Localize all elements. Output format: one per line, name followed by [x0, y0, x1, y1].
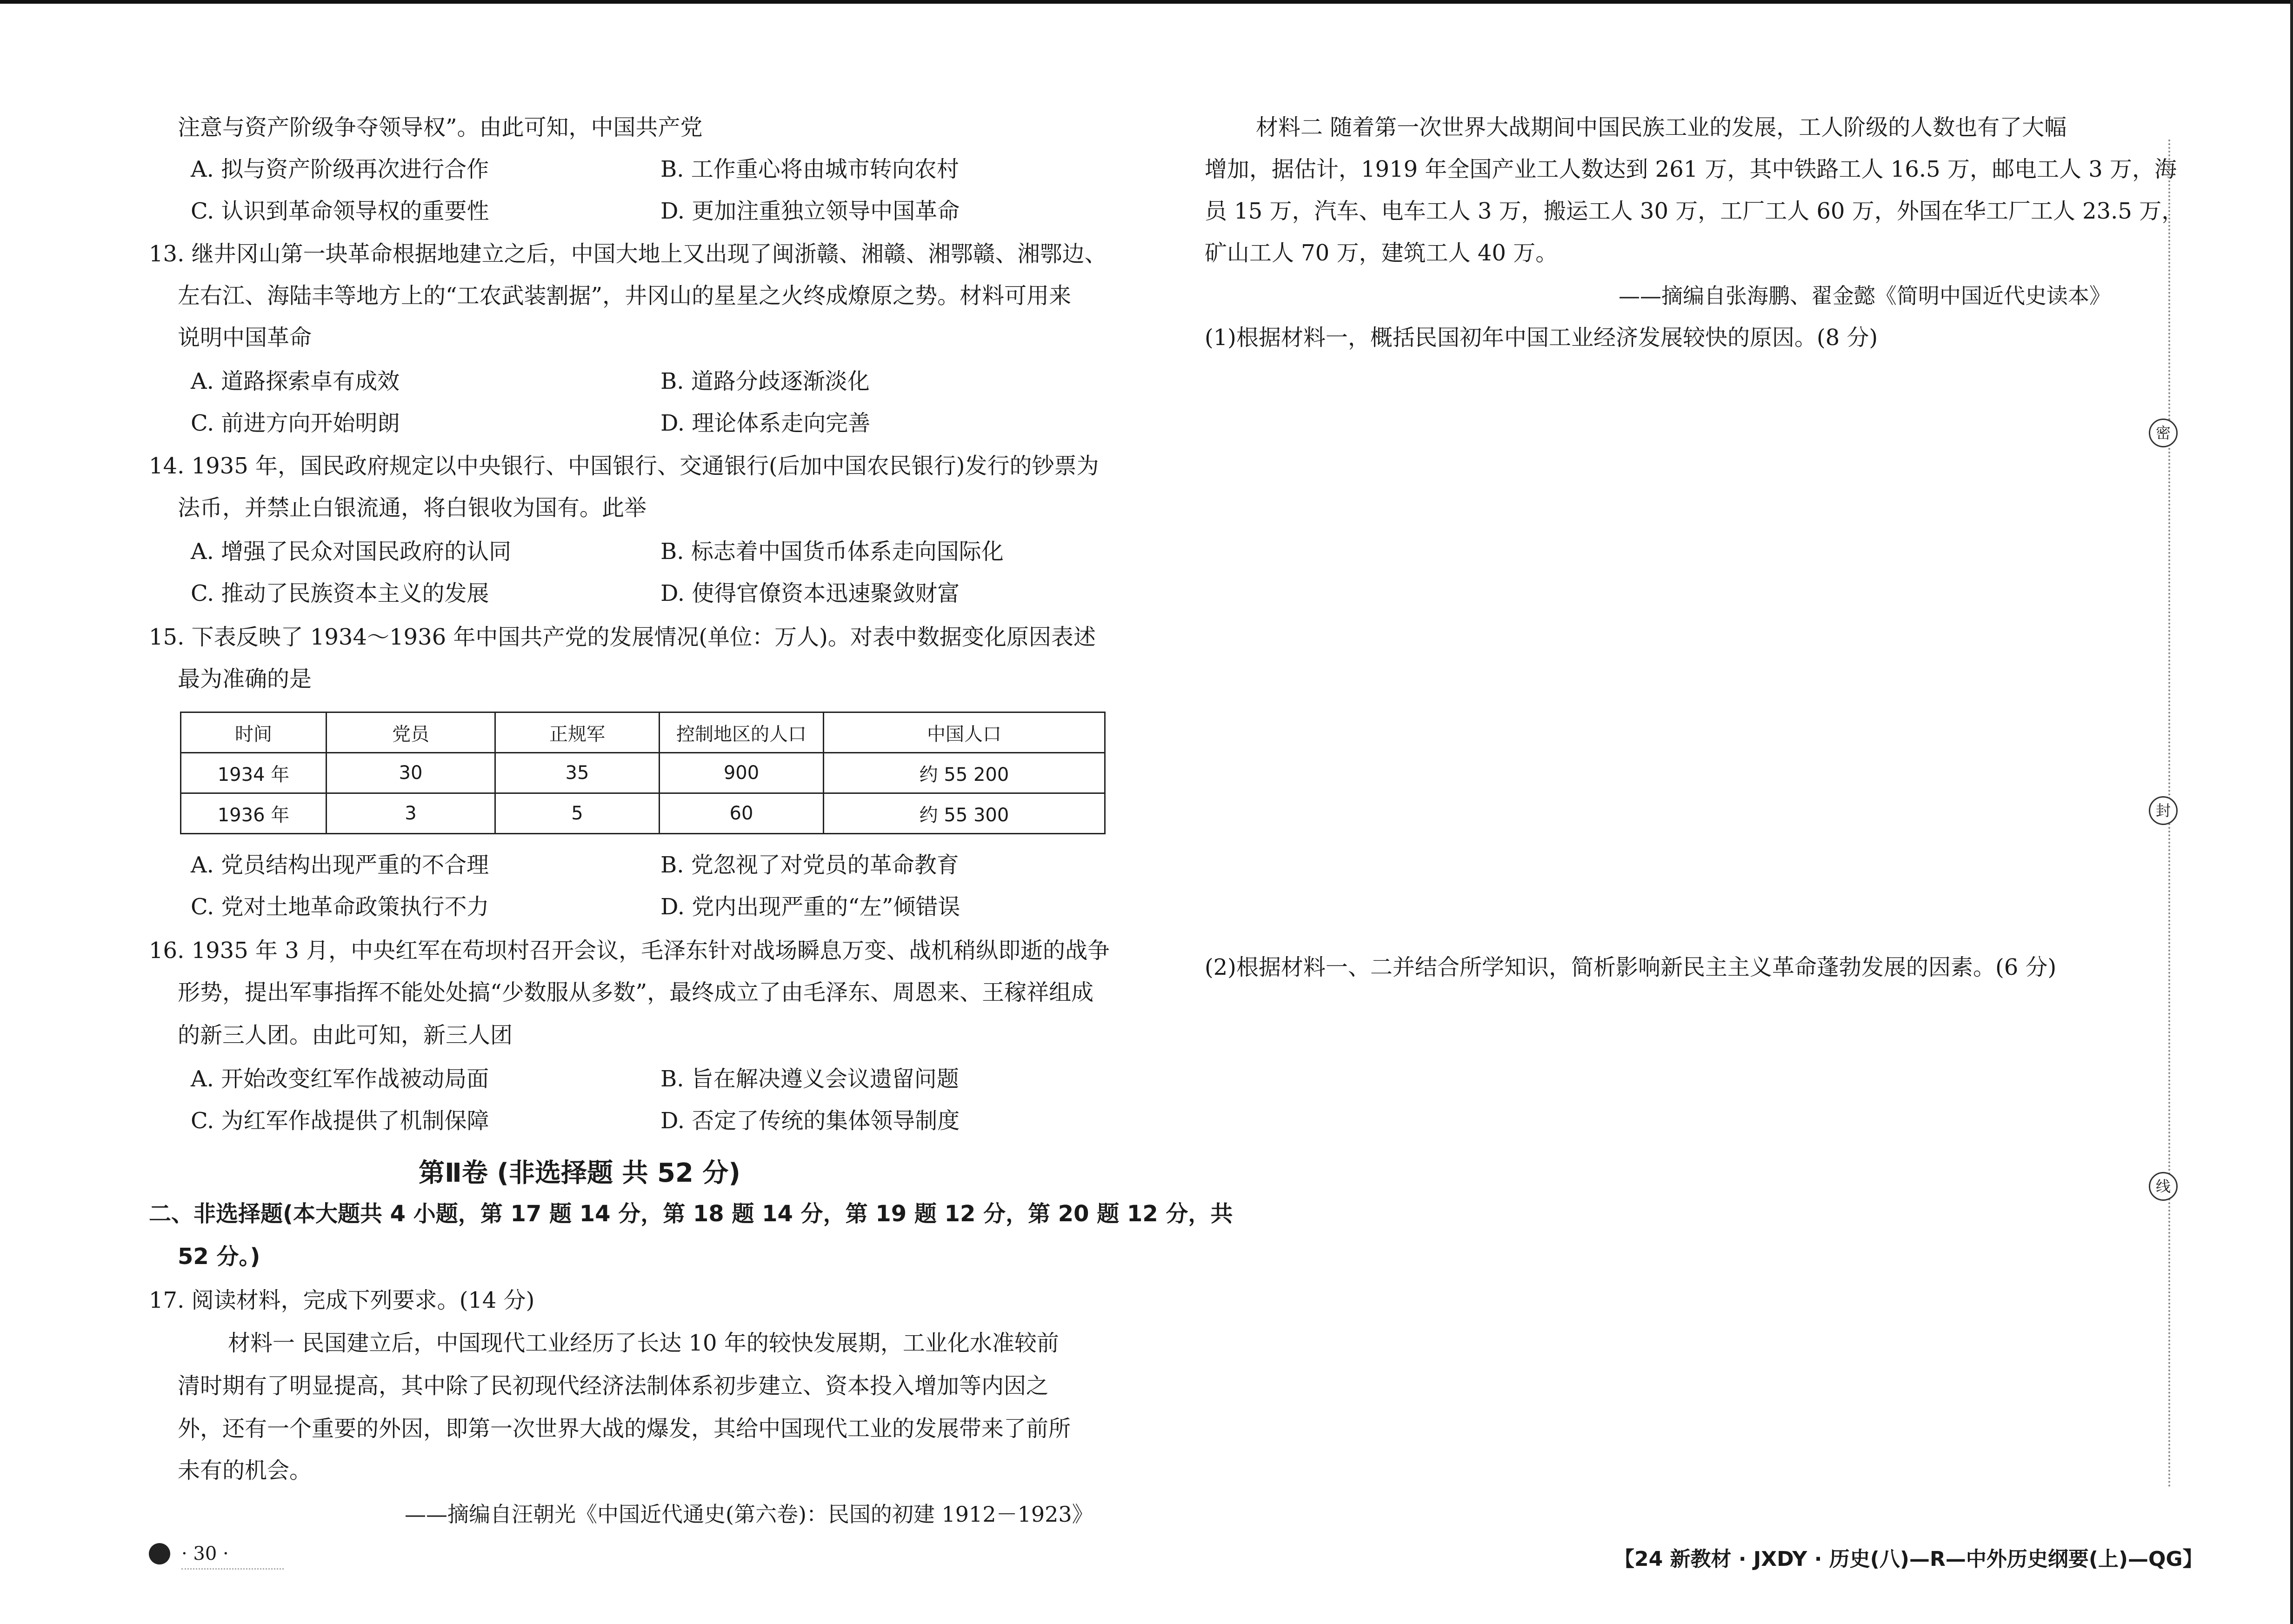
- material-one-line1: 材料一 民国建立后，中国现代工业经历了长达 10 年的较快发展期，工业化水准较前: [228, 1330, 1059, 1356]
- q14-option-c[interactable]: C. 推动了民族资本主义的发展: [191, 580, 489, 606]
- q16-option-d[interactable]: D. 否定了传统的集体领导制度: [660, 1108, 960, 1134]
- q13-stem-line1: 13. 继井冈山第一块革命根据地建立之后，中国大地上又出现了闽浙赣、湘赣、湘鄂赣、湘鄂边、: [149, 241, 1107, 267]
- material-one-line3: 外，还有一个重要的外因，即第一次世界大战的爆发，其给中国现代工业的发展带来了前所: [178, 1416, 1071, 1442]
- q16-option-b[interactable]: B. 旨在解决遵义会议遗留问题: [660, 1066, 959, 1092]
- table-cell: 1934 年: [181, 753, 327, 793]
- table-header-cell: 控制地区的人口: [660, 712, 824, 753]
- table-header-cell: 中国人口: [824, 712, 1105, 753]
- q12-option-c[interactable]: C. 认识到革命领导权的重要性: [191, 198, 489, 224]
- seal-mark-feng: 封: [2149, 796, 2178, 825]
- sub-question-2: (2)根据材料一、二并结合所学知识，简析影响新民主主义革命蓬勃发展的因素。(6 分): [1205, 954, 2057, 980]
- q12-option-d[interactable]: D. 更加注重独立领导中国革命: [660, 198, 960, 224]
- party-development-table: [180, 712, 1106, 834]
- q13-option-d[interactable]: D. 理论体系走向完善: [660, 410, 871, 436]
- material-one-source: ——摘编自汪朝光《中国近代通史(第六卷)：民国的初建 1912－1923》: [405, 1502, 1093, 1527]
- material-two-line2: 增加，据估计，1919 年全国产业工人数达到 261 万，其中铁路工人 16.5 万，邮电工人 3 万，海: [1205, 156, 2177, 182]
- q13-stem-line2: 左右江、海陆丰等地方上的“工农武装割据”，井冈山的星星之火终成燎原之势。材料可用来: [178, 283, 1072, 309]
- q15-stem-line2: 最为准确的是: [178, 666, 312, 692]
- material-two-line3: 员 15 万，汽车、电车工人 3 万，搬运工人 30 万，工厂工人 60 万，外国在华工厂工人 23.5 万，: [1205, 198, 2184, 224]
- material-two-source: ——摘编自张海鹏、翟金懿《简明中国近代史读本》: [1619, 283, 2111, 308]
- table-header-cell: 党员: [327, 712, 495, 753]
- section-ii-title: 第Ⅱ卷 (非选择题 共 52 分): [419, 1158, 740, 1188]
- q14-stem-line1: 14. 1935 年，国民政府规定以中央银行、中国银行、交通银行(后加中国农民银行)发行的钞票为: [149, 453, 1099, 479]
- q13-stem-line3: 说明中国革命: [178, 325, 312, 351]
- seal-mark-mi: 密: [2149, 419, 2178, 447]
- q15-stem-line1: 15. 下表反映了 1934～1936 年中国共产党的发展情况(单位：万人)。对表中数据变化原因表述: [149, 624, 1096, 650]
- page-number: · 30 ·: [181, 1543, 229, 1564]
- table-header-row: [181, 712, 1105, 753]
- table-cell: 900: [660, 753, 824, 793]
- q12-option-b[interactable]: B. 工作重心将由城市转向农村: [660, 156, 959, 182]
- q17-title: 17. 阅读材料，完成下列要求。(14 分): [149, 1287, 535, 1313]
- q16-stem-line1: 16. 1935 年 3 月，中央红军在苟坝村召开会议，毛泽东针对战场瞬息万变、战机稍纵即逝的战争: [149, 938, 1110, 964]
- question-12-continuation: 注意与资产阶级争夺领导权”。由此可知，中国共产党: [178, 114, 703, 140]
- table-cell: 60: [660, 793, 824, 834]
- page-emblem-icon: [149, 1543, 170, 1564]
- q16-option-a[interactable]: A. 开始改变红军作战被动局面: [191, 1066, 489, 1092]
- part-two-instructions-line2: 52 分。): [178, 1244, 260, 1270]
- table-cell: 30: [327, 753, 495, 793]
- table-cell: 5: [495, 793, 660, 834]
- table-header-cell: 正规军: [495, 712, 660, 753]
- q14-option-d[interactable]: D. 使得官僚资本迅速聚敛财富: [660, 580, 960, 606]
- q16-option-c[interactable]: C. 为红军作战提供了机制保障: [191, 1108, 489, 1134]
- q14-option-b[interactable]: B. 标志着中国货币体系走向国际化: [660, 539, 1004, 565]
- q14-option-a[interactable]: A. 增强了民众对国民政府的认同: [191, 539, 512, 565]
- top-border: [0, 0, 2293, 4]
- paper-code-footer: 【24 新教材 · JXDY · 历史(八)—R—中外历史纲要(上)—QG】: [1614, 1547, 2203, 1571]
- page-number-underline: [181, 1568, 284, 1570]
- material-two-line1: 材料二 随着第一次世界大战期间中国民族工业的发展，工人阶级的人数也有了大幅: [1256, 114, 2067, 140]
- q16-stem-line2: 形势，提出军事指挥不能处处搞“少数服从多数”，最终成立了由毛泽东、周恩来、王稼祥组成: [178, 979, 1094, 1005]
- part-two-instructions-line1: 二、非选择题(本大题共 4 小题，第 17 题 14 分，第 18 题 14 分，第 19 题 12 分，第 20 题 12 分，共: [149, 1201, 1233, 1227]
- table-row: [181, 753, 1105, 793]
- q13-option-c[interactable]: C. 前进方向开始明朗: [191, 410, 400, 436]
- material-one-line4: 未有的机会。: [178, 1458, 312, 1484]
- seal-mark-xian: 线: [2149, 1172, 2178, 1201]
- right-border: [2290, 0, 2293, 1624]
- material-one-line2: 清时期有了明显提高，其中除了民初现代经济法制体系初步建立、资本投入增加等内因之: [178, 1373, 1049, 1399]
- table-cell: 3: [327, 793, 495, 834]
- q15-option-d[interactable]: D. 党内出现严重的“左”倾错误: [660, 894, 960, 920]
- table-cell: 约 55 300: [824, 793, 1105, 834]
- q16-stem-line3: 的新三人团。由此可知，新三人团: [178, 1022, 513, 1048]
- q15-option-a[interactable]: A. 党员结构出现严重的不合理: [191, 852, 489, 878]
- table-cell: 1936 年: [181, 793, 327, 834]
- table-cell: 约 55 200: [824, 753, 1105, 793]
- q14-stem-line2: 法币，并禁止白银流通，将白银收为国有。此举: [178, 495, 647, 521]
- table-cell: 35: [495, 753, 660, 793]
- q13-option-b[interactable]: B. 道路分歧逐渐淡化: [660, 368, 870, 394]
- sub-question-1: (1)根据材料一，概括民国初年中国工业经济发展较快的原因。(8 分): [1205, 325, 1878, 351]
- table-header-cell: 时间: [181, 712, 327, 753]
- q12-option-a[interactable]: A. 拟与资产阶级再次进行合作: [191, 156, 489, 182]
- q13-option-a[interactable]: A. 道路探索卓有成效: [191, 368, 400, 394]
- q15-option-b[interactable]: B. 党忽视了对党员的革命教育: [660, 852, 959, 878]
- q15-option-c[interactable]: C. 党对土地革命政策执行不力: [191, 894, 489, 920]
- material-two-line4: 矿山工人 70 万，建筑工人 40 万。: [1205, 240, 1558, 266]
- table-row: [181, 793, 1105, 834]
